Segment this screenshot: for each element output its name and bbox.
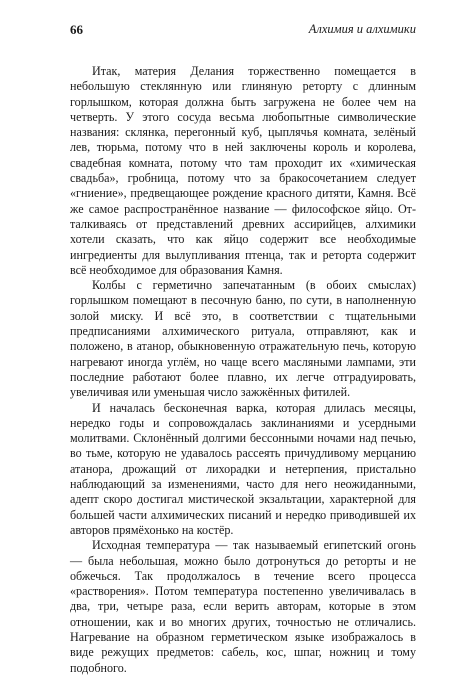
paragraph: Исходная температура — так называемый египетский огонь — была небольшая, можно было дотронуться до реторты и не обжечься. Так продолжалось в течение всего процесса «растворения». Потом температура постепенно увеличивалась в два, три, четыре раза, если верить авторам, которые в этом отношении, как и во многих других, точностью не отличались. Нагревание на образном герметическом языке изображалось в виде режущих предметов: сабель, кос, шпаг, ножниц и тому подобного. [70,538,416,675]
page-number: 66 [70,22,83,37]
body-text [70,64,416,676]
page-header [70,22,416,44]
running-title: Алхимия и алхимики [308,22,416,36]
paragraph: И началась бесконечная варка, которая длилась месяцы, нередко годы и сопровождалась заклинаниями и усердными молитвами. Склонённый долгими бессонными ночами над печью, во тьме, которую не удавалось рассеять причудливому мерцанию атанора, дрожащий от лихорадки и нетерпения, пристально наблюдающий за изменениями, часто для него неожиданными, адепт скоро достигал мистической экзальтации, характерной для большей части алхимических писаний и нередко приводившей их авторов прямёхонько на костёр. [70,400,416,537]
paragraph: Итак, материя Делания торжественно помещается в небольшую стеклянную или глиняную реторту с длинным горлышком, которая должна быть загружена не более чем на четверть. У этого сосуда весьма любопытные символические названия: склянка, перегонный куб, цыплячья комната, зелёный лев, тюрьма, потому что в ней заключены король и королева, свадебная комната, потому что там проходит их «химическая свадьба», гробница, потому что за бракосочетанием следует «гниение», предвещающее рождение красного дитяти, Камня. Всё же самое распространённое название — философское яйцо. Отталкиваясь от представлений древних ассирийцев, алхимики хотели сказать, что как яйцо содержит все необходимые ингредиенты для вылупливания птенца, так и реторта содержит всё необходимое для образования Камня. [70,64,416,277]
paragraph: Колбы с герметично запечатанным (в обоих смыслах) горлышком помещают в песочную баню, по сути, в наполненную золой миску. И всё это, в соответствии с тщательными предписаниями алхимического ритуала, отправляют, как и положено, в атанор, обыкновенную отражательную печь, которую нагревают иногда углём, но чаще всего масляными лампами, эти последние работают более плавно, их легче отградуировать, увеличивая или уменьшая число зажжённых фитилей. [70,278,416,400]
